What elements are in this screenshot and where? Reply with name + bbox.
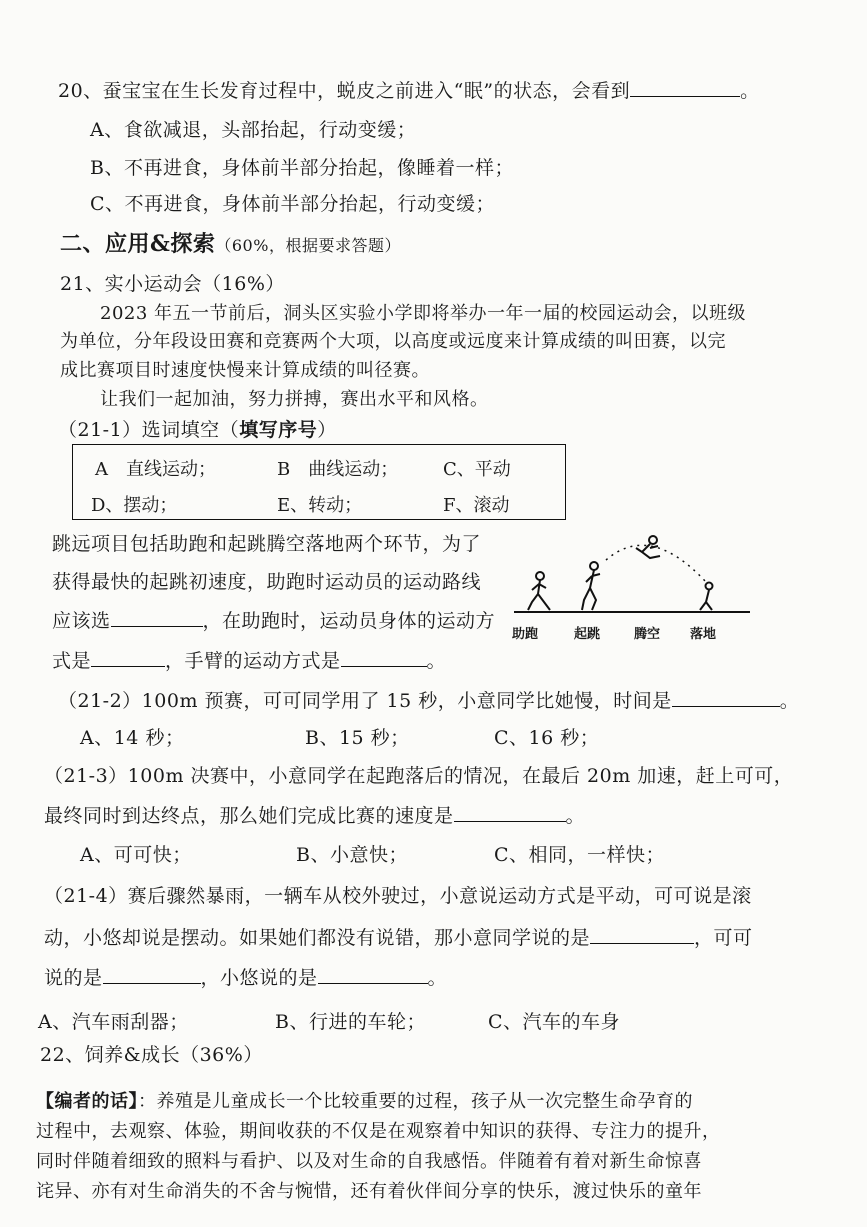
q21-1-text4b: ，手臂的运动方式是 [165, 650, 341, 672]
q21-4-blank-xiaoyi[interactable] [590, 925, 694, 944]
section2-note: （60%，根据要求答题） [215, 236, 401, 255]
q21-1-blank-arm[interactable] [341, 648, 427, 667]
choice-f: F、滚动 [443, 495, 510, 516]
jump-trajectory [606, 545, 706, 582]
q21-2-option-c: C、16 秒； [494, 727, 600, 749]
q20-stem-end: 。 [740, 80, 760, 102]
q21-intro-line1: 2023 年五一节前后，洞头区实验小学即将举办一年一届的校园运动会，以班级 [100, 303, 747, 324]
q21-4-stem-line3 [44, 965, 447, 990]
q21-4-stem-line2 [44, 925, 753, 950]
q21-1-label-bold: 填写序号 [239, 419, 318, 441]
takeoff-figure [582, 562, 600, 610]
q20-option-c: C、不再进食，身体前半部分抬起，行动变缓； [90, 193, 496, 215]
q21-2-option-a: A、14 秒； [80, 727, 185, 749]
q21-3-option-a: A、可可快； [80, 844, 192, 866]
q21-4-stem3c: 。 [427, 967, 448, 989]
q21-3-answer-blank[interactable] [454, 803, 566, 822]
q21-4-option-c: C、汽车的车身 [488, 1011, 621, 1033]
q21-intro-line3: 成比赛项目时速度快慢来计算成绩的叫径赛。 [60, 360, 430, 381]
q22-para-line3: 同时伴随着细致的照料与看护、以及对生命的自我感悟。伴随着有着对新生命惊喜 [36, 1151, 702, 1172]
choice-e: E、转动； [277, 495, 363, 516]
q21-4-option-b: B、行进的车轮； [275, 1011, 426, 1033]
q21-intro-line2: 为单位，分年段设田赛和竞赛两个大项，以高度或远度来计算成绩的叫田赛，以完 [60, 331, 726, 352]
q22-editor-label: 【编者的话】 [36, 1091, 138, 1112]
q21-2-stem-text: （21-2）100m 预赛，可可同学用了 15 秒，小意同学比她慢，时间是 [58, 690, 672, 712]
q20-option-a: A、食欲减退，头部抬起，行动变缓； [90, 119, 417, 141]
q21-1-label-end: ） [317, 419, 337, 441]
q21-3-stem-line2 [44, 803, 585, 828]
q20-answer-blank[interactable] [630, 78, 740, 97]
q21-4-option-a: A、汽车雨刮器； [38, 1011, 189, 1033]
q20-stem [58, 78, 760, 103]
q21-1-text-line2: 获得最快的起跳初速度，助跑时运动员的运动路线 [52, 571, 482, 593]
q21-3-stem2-text: 最终同时到达终点，那么她们完成比赛的速度是 [44, 805, 454, 827]
q21-3-stem-line1: （21-3）100m 决赛中，小意同学在起跑落后的情况，在最后 20m 加速，赶上可可， [44, 765, 794, 787]
q21-1-blank-path[interactable] [111, 608, 203, 627]
q21-4-blank-keke[interactable] [103, 965, 201, 984]
section2-title: 二、应用&探索 [60, 231, 216, 257]
q21-1-label [58, 418, 337, 442]
q21-1-text3b: ，在助跑时，运动员身体的运动方 [202, 610, 496, 632]
flight-figure [636, 536, 660, 558]
word-choice-box [72, 444, 566, 520]
q21-2-stem [58, 688, 799, 713]
long-jump-figure [510, 530, 755, 620]
choice-b: B 曲线运动； [277, 459, 399, 480]
landing-figure [700, 583, 713, 611]
choice-d: D、摆动； [91, 495, 178, 516]
q21-2-option-b: B、15 秒； [305, 727, 410, 749]
q21-2-answer-blank[interactable] [672, 688, 780, 707]
q21-1-text-line3 [52, 608, 495, 633]
q22-para-line4: 诧异、亦有对生命消失的不舍与惋惜，还有着伙伴间分享的快乐，渡过快乐的童年 [36, 1181, 702, 1202]
q21-1-text4c: 。 [426, 650, 447, 672]
q21-3-option-c: C、相同，一样快； [494, 844, 666, 866]
q21-4-stem2b: ，可可 [694, 927, 753, 949]
q21-4-stem2a: 动，小悠却说是摆动。如果她们都没有说错，那小意同学说的是 [44, 927, 591, 949]
q21-4-blank-xiaoyou[interactable] [318, 965, 428, 984]
q22-para-line1 [36, 1090, 693, 1114]
figure-label-landing: 落地 [690, 627, 717, 642]
q21-title: 21、实小运动会（16%） [60, 273, 285, 295]
figure-label-takeoff: 起跳 [574, 627, 601, 642]
q21-1-text3a: 应该选 [52, 610, 111, 632]
figure-label-run: 助跑 [512, 627, 539, 642]
q21-1-blank-body[interactable] [91, 648, 165, 667]
q21-4-stem-line1: （21-4）赛后骤然暴雨，一辆车从校外驶过，小意说运动方式是平动，可可说是滚 [44, 885, 752, 907]
q20-option-b: B、不再进食，身体前半部分抬起，像睡着一样； [90, 157, 514, 179]
q21-intro-line4: 让我们一起加油，努力拼搏，赛出水平和风格。 [100, 389, 489, 410]
q21-4-stem3a: 说的是 [44, 967, 103, 989]
q21-4-stem3b: ，小悠说的是 [200, 967, 318, 989]
q22-para-line2: 过程中，去观察、体验，期间收获的不仅是在观察着中知识的获得、专注力的提升， [36, 1121, 721, 1142]
q21-1-text-line1: 跳远项目包括助跑和起跳腾空落地两个环节，为了 [52, 533, 482, 555]
q21-3-end: 。 [565, 805, 586, 827]
q21-1-text4a: 式是 [52, 650, 92, 672]
q22-title: 22、饲养&成长（36%） [40, 1044, 263, 1066]
q22-para-line1-text: ：养殖是儿童成长一个比较重要的过程，孩子从一次完整生命孕育的 [138, 1091, 693, 1112]
runner-figure [528, 572, 550, 610]
q21-2-end: 。 [779, 690, 800, 712]
q21-1-label-text: （21-1）选词填空（ [58, 419, 240, 441]
section2-heading [60, 232, 401, 258]
q21-3-option-b: B、小意快； [296, 844, 408, 866]
choice-a: A 直线运动； [95, 459, 216, 480]
q21-1-text-line4 [52, 648, 446, 673]
q20-stem-text: 20、蚕宝宝在生长发育过程中，蜕皮之前进入“眠”的状态，会看到 [58, 80, 631, 102]
choice-c: C、平动 [443, 459, 511, 480]
figure-label-flight: 腾空 [634, 627, 661, 642]
